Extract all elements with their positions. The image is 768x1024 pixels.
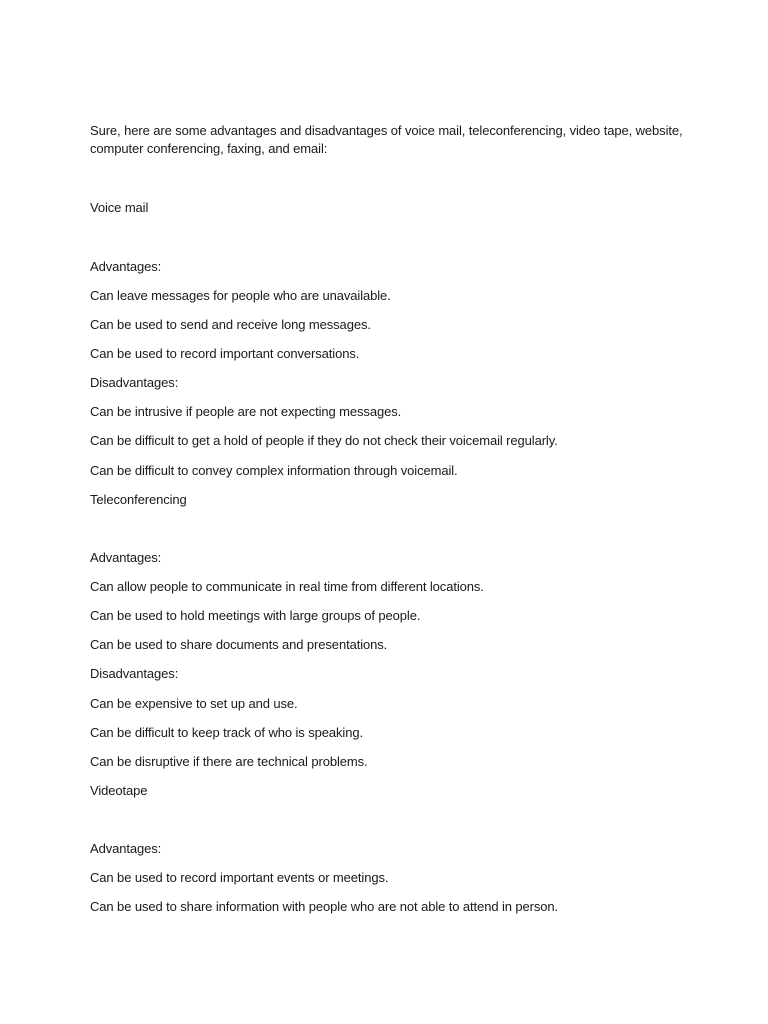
section-heading-voice-mail: Voice mail — [90, 200, 149, 215]
advantages-label: Advantages: — [90, 550, 162, 565]
list-item: Can be disruptive if there are technical problems. — [90, 754, 368, 769]
disadvantages-label: Disadvantages: — [90, 666, 179, 681]
list-item: Can be difficult to convey complex information through voicemail. — [90, 463, 458, 478]
list-item: Can be used to record important events or meetings. — [90, 870, 389, 885]
list-item: Can be difficult to keep track of who is speaking. — [90, 725, 363, 740]
list-item: Can be difficult to get a hold of people if they do not check their voicemail regularly. — [90, 433, 558, 448]
list-item: Can be used to share information with people who are not able to attend in person. — [90, 899, 559, 914]
list-item: Can be expensive to set up and use. — [90, 696, 298, 711]
list-item: Can be used to hold meetings with large groups of people. — [90, 608, 421, 623]
list-item: Can leave messages for people who are unavailable. — [90, 288, 391, 303]
section-heading-videotape: Videotape — [90, 783, 148, 798]
list-item: Can allow people to communicate in real time from different locations. — [90, 579, 484, 594]
section-heading-teleconferencing: Teleconferencing — [90, 492, 187, 507]
list-item: Can be used to share documents and presentations. — [90, 637, 388, 652]
list-item: Can be used to record important conversations. — [90, 346, 360, 361]
advantages-label: Advantages: — [90, 841, 162, 856]
intro-paragraph: Sure, here are some advantages and disadvantages of voice mail, teleconferencing, video tape, website, computer conferencing, faxing, and email: — [90, 123, 683, 156]
list-item: Can be used to send and receive long messages. — [90, 317, 371, 332]
advantages-label: Advantages: — [90, 259, 162, 274]
disadvantages-label: Disadvantages: — [90, 375, 179, 390]
list-item: Can be intrusive if people are not expecting messages. — [90, 404, 402, 419]
